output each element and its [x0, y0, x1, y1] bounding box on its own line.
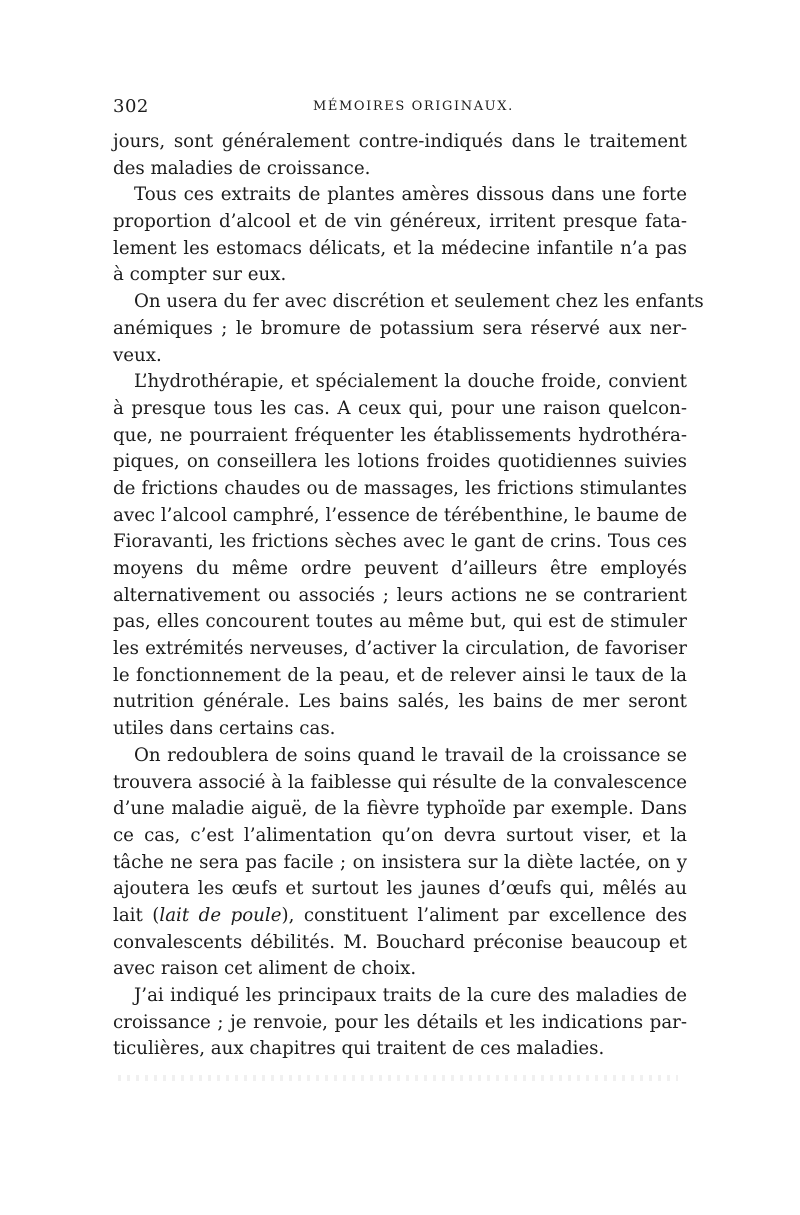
text-line-with-italic — [113, 903, 687, 930]
text-line: convalescents débilités. M. Bouchard préconise beaucoup et — [113, 931, 687, 953]
text-line: de frictions chaudes ou de massages, les frictions stimulantes — [113, 477, 687, 499]
paragraph-start-line: J’ai indiqué les principaux traits de la cure des maladies de — [134, 985, 687, 1006]
text-line: pas, elles concourent toutes au même but, qui est de stimuler — [113, 611, 687, 633]
running-head — [113, 96, 688, 120]
text-line: utiles dans certains cas. — [113, 718, 336, 740]
text-line: proportion d’alcool et de vin généreux, irritent presque fata- — [113, 211, 687, 233]
page-number: 302 — [113, 96, 149, 117]
paragraph-start-line: L’hydrothérapie, et spécialement la douche froide, convient — [134, 371, 687, 393]
text-line: avec raison cet aliment de choix. — [113, 958, 417, 980]
text-line: croissance ; je renvoie, pour les détails et les indications par- — [113, 1011, 687, 1033]
print-bleed-noise — [118, 1075, 678, 1081]
text-line: moyens du même ordre peuvent d’ailleurs être employés — [113, 558, 687, 579]
running-title: MÉMOIRES ORIGINAUX. — [313, 99, 514, 114]
paragraph-start-line: On usera du fer avec discrétion et seulement chez les enfants — [134, 291, 704, 313]
paragraph-start-line: Tous ces extraits de plantes amères dissous dans une forte — [134, 184, 687, 206]
text-line: ajoutera les œufs et surtout les jaunes d’œufs qui, mêlés au — [113, 878, 687, 900]
text-line: trouvera associé à la faiblesse qui résulte de la convalescence — [113, 771, 687, 793]
body-text — [113, 129, 704, 1063]
text-line: à compter sur eux. — [113, 264, 287, 286]
text-line: des maladies de croissance. — [113, 157, 371, 179]
text-line: lement les estomacs délicats, et la médecine infantile n’a pas — [113, 237, 687, 259]
text-line: nutrition générale. Les bains salés, les bains de mer seront — [113, 691, 687, 713]
paragraph-start-line: On redoublera de soins quand le travail de la croissance se — [134, 744, 687, 766]
italic-term: lait de poule — [159, 904, 282, 926]
text-line: avec l’alcool camphré, l’essence de térébenthine, le baume de — [113, 504, 688, 526]
text-line: veux. — [113, 344, 162, 366]
text-line: que, ne pourraient fréquenter les établissements hydrothéra- — [113, 424, 687, 446]
text-line: alternativement ou associés ; leurs actions ne se contrarient — [113, 584, 687, 606]
text-line: tâche ne sera pas facile ; on insistera sur la diète lactée, on y — [113, 851, 687, 873]
text-fragment: lait ( — [113, 904, 160, 926]
text-line: anémiques ; le bromure de potassium sera réservé aux ner- — [113, 317, 687, 339]
text-line: les extrémités nerveuses, d’activer la circulation, de favoriser — [113, 638, 687, 660]
text-line: piques, on conseillera les lotions froides quotidiennes suivies — [113, 451, 687, 473]
text-line: d’une maladie aiguë, de la fièvre typhoïde par exemple. Dans — [113, 798, 687, 820]
text-line: à presque tous les cas. A ceux qui, pour une raison quelcon- — [113, 397, 687, 419]
text-line: jours, sont généralement contre-indiqués dans le traitement — [113, 131, 687, 152]
text-line: ticulières, aux chapitres qui traitent de ces maladies. — [113, 1038, 605, 1060]
text-line: ce cas, c’est l’alimentation qu’on devra surtout viser, et la — [113, 824, 687, 846]
text-line: le fonctionnement de la peau, et de relever ainsi le taux de la — [113, 664, 687, 686]
text-fragment: ), — [281, 904, 295, 926]
text-fragment: constituent l’aliment par excellence des — [303, 904, 688, 926]
text-line: Fioravanti, les frictions sèches avec le gant de crins. Tous ces — [113, 531, 687, 553]
